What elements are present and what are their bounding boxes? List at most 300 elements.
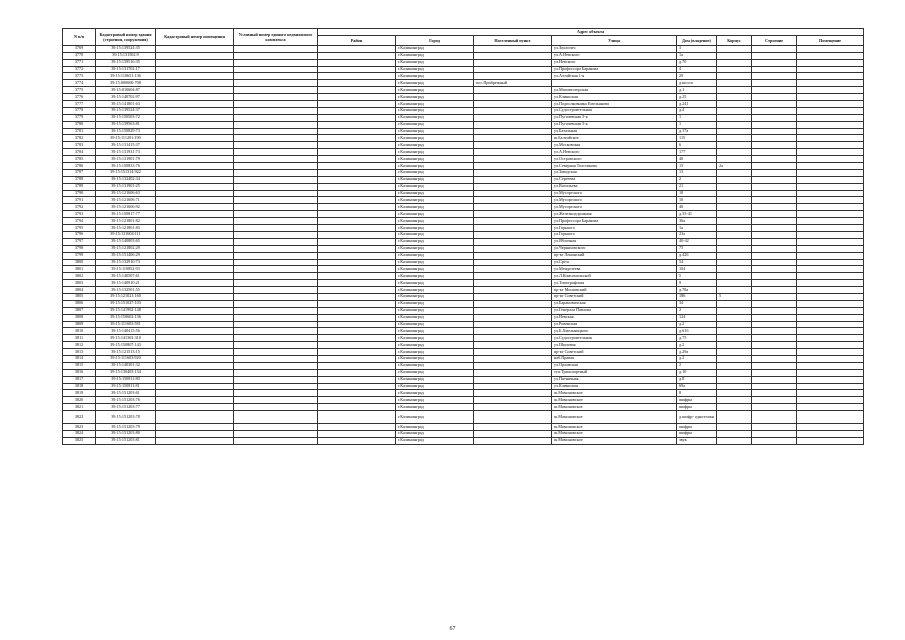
cell-room [797, 190, 864, 197]
cell-street: ул.Мусоргского [552, 190, 677, 197]
cell-street: ул.Невского [552, 59, 677, 66]
cell-building [752, 404, 797, 411]
cell-num: 3772 [63, 66, 96, 73]
cell-settlement [474, 169, 552, 176]
cell-cadastral-building: 39:15:150833:76 [96, 163, 156, 170]
cell-cadastral-building: 39:15:151203:80 [96, 430, 156, 437]
cell-settlement [474, 101, 552, 108]
cell-room [797, 87, 864, 94]
cell-cadastral-building: 39:15:141801:63 [96, 101, 156, 108]
cell-building [752, 293, 797, 300]
cell-cadastral-building: 39:15:151314:922 [96, 169, 156, 176]
cell-house: д.61б [677, 328, 717, 335]
cell-street: ул.Б.Хмельницкого [552, 328, 677, 335]
cell-settlement [474, 190, 552, 197]
cell-cadastral-room [156, 204, 234, 211]
cell-conditional-number [234, 390, 318, 397]
cell-korpus [717, 142, 752, 149]
cell-settlement [474, 163, 552, 170]
cell-settlement [474, 45, 552, 52]
cell-num: 3803 [63, 280, 96, 287]
cell-city: г.Калининград [396, 252, 474, 259]
cell-korpus [717, 225, 752, 232]
cell-building [752, 231, 797, 238]
cell-korpus [717, 273, 752, 280]
cell-room [797, 80, 864, 87]
cell-room [797, 266, 864, 273]
cell-street: ул.Судостроительная [552, 107, 677, 114]
cell-cadastral-building: 39:15:131502:9 [96, 52, 156, 59]
cell-district [318, 183, 396, 190]
cell-settlement [474, 314, 552, 321]
cell-street: ул.Орловская [552, 362, 677, 369]
table-row [63, 335, 864, 342]
cell-building [752, 45, 797, 52]
cell-room [797, 430, 864, 437]
table-row [63, 73, 864, 80]
cell-settlement [474, 149, 552, 156]
cell-room [797, 362, 864, 369]
cell-cadastral-building: 39:15:121606:63 [96, 190, 156, 197]
cell-city: г.Калининград [396, 293, 474, 300]
cell-cadastral-building: 39:15:150811:81 [96, 383, 156, 390]
cell-room [797, 411, 864, 424]
cell-street: ш.Мамоновское [552, 437, 677, 444]
header-conditional-number: Условный номер единого недвижимого комплекса [234, 29, 318, 46]
cell-num: 3824 [63, 430, 96, 437]
cell-city: г.Калининград [396, 128, 474, 135]
cell-building [752, 300, 797, 307]
cell-district [318, 225, 396, 232]
cell-district [318, 114, 396, 121]
cell-street: ул.Черняховского [552, 245, 677, 252]
cell-cadastral-building: 39:15:150829:73 [96, 128, 156, 135]
cell-room [797, 342, 864, 349]
cell-house: 54 [677, 259, 717, 266]
cell-cadastral-building: 39:15:140702:97 [96, 94, 156, 101]
cell-conditional-number [234, 197, 318, 204]
cell-room [797, 404, 864, 411]
cell-room [797, 121, 864, 128]
cell-room [797, 101, 864, 108]
cell-cadastral-room [156, 404, 234, 411]
cell-house: 40-42 [677, 238, 717, 245]
table-row [63, 252, 864, 259]
cell-room [797, 238, 864, 245]
cell-building [752, 107, 797, 114]
cell-building [752, 383, 797, 390]
cell-city: г.Калининград [396, 300, 474, 307]
cell-cadastral-room [156, 211, 234, 218]
cell-district [318, 259, 396, 266]
cell-city: г.Калининград [396, 362, 474, 369]
cell-korpus [717, 218, 752, 225]
cell-district [318, 252, 396, 259]
cell-house: д.шифр- одноэтажн [677, 411, 717, 424]
cell-settlement: пос.Прибрежный [474, 80, 552, 87]
cell-korpus [717, 335, 752, 342]
table-row [63, 362, 864, 369]
cell-street: ул.Мусоргского [552, 197, 677, 204]
table-row [63, 135, 864, 142]
cell-settlement [474, 437, 552, 444]
cell-settlement [474, 335, 552, 342]
cell-num: 3821 [63, 404, 96, 411]
cell-korpus [717, 369, 752, 376]
table-row [63, 45, 864, 52]
cell-room [797, 231, 864, 238]
cell-house: д.75 [677, 335, 717, 342]
header-address: Адрес объекта [318, 29, 864, 36]
cell-num: 3785 [63, 156, 96, 163]
cell-street: ул.Невская [552, 314, 677, 321]
cell-district [318, 218, 396, 225]
cell-city: г.Калининград [396, 176, 474, 183]
cell-city: г.Калининград [396, 349, 474, 356]
cell-korpus [717, 45, 752, 52]
cell-cadastral-room [156, 231, 234, 238]
cell-house: 3 [677, 45, 717, 52]
table-row [63, 142, 864, 149]
cell-street: ш.Мамоновское [552, 430, 677, 437]
table-row [63, 424, 864, 431]
cell-korpus [717, 349, 752, 356]
cell-korpus [717, 204, 752, 211]
cell-street: ул.Заводская [552, 169, 677, 176]
cell-street: ул.Сергеева [552, 176, 677, 183]
cell-street: ш.Мамоновское [552, 404, 677, 411]
cell-street: ул.Зоологич [552, 45, 677, 52]
cell-district [318, 376, 396, 383]
cell-district [318, 307, 396, 314]
cell-cadastral-building: 39:15:151027:103 [96, 300, 156, 307]
cell-settlement [474, 156, 552, 163]
header-district: Район [318, 35, 396, 45]
cell-district [318, 197, 396, 204]
cell-cadastral-room [156, 176, 234, 183]
cell-num: 3815 [63, 362, 96, 369]
cell-building [752, 259, 797, 266]
cell-city: г.Калининград [396, 59, 474, 66]
cell-street: ул.Пугачевская 5-я [552, 121, 677, 128]
table-row [63, 211, 864, 218]
header-street: Улица [552, 35, 677, 45]
cell-room [797, 369, 864, 376]
cell-num: 3799 [63, 252, 96, 259]
cell-cadastral-building: 39:15:139524:35 [96, 45, 156, 52]
cell-settlement [474, 204, 552, 211]
cell-building [752, 142, 797, 149]
table-row [63, 328, 864, 335]
cell-cadastral-room [156, 101, 234, 108]
table-row [63, 355, 864, 362]
cell-city: г.Калининград [396, 190, 474, 197]
table-row [63, 280, 864, 287]
cell-cadastral-building: 39:15:121802:29 [96, 245, 156, 252]
cell-building [752, 307, 797, 314]
cell-building [752, 163, 797, 170]
cell-settlement [474, 87, 552, 94]
cell-num: 3805 [63, 293, 96, 300]
cell-num: 3820 [63, 397, 96, 404]
cell-korpus [717, 73, 752, 80]
cell-house: д.25 [677, 94, 717, 101]
table-row [63, 369, 864, 376]
cell-room [797, 59, 864, 66]
cell-city: г.Калининград [396, 80, 474, 87]
cell-building [752, 211, 797, 218]
cell-district [318, 80, 396, 87]
cell-conditional-number [234, 328, 318, 335]
cell-cadastral-building: 39:15:131931:73 [96, 149, 156, 156]
cell-building [752, 390, 797, 397]
cell-num: 3822 [63, 411, 96, 424]
cell-conditional-number [234, 252, 318, 259]
cell-conditional-number [234, 342, 318, 349]
cell-street: ул.Сріта [552, 259, 677, 266]
cell-korpus [717, 190, 752, 197]
cell-korpus [717, 52, 752, 59]
cell-cadastral-building: 39:15:010604:87 [96, 87, 156, 94]
cell-cadastral-room [156, 156, 234, 163]
cell-street: ул.Яблочная [552, 238, 677, 245]
cell-cadastral-room [156, 183, 234, 190]
cell-street: пр-кт Советский [552, 293, 677, 300]
cell-cadastral-building: 39:15:139524:37 [96, 107, 156, 114]
cell-cadastral-room [156, 328, 234, 335]
cell-street: ул.Ровенская [552, 321, 677, 328]
cell-korpus [717, 411, 752, 424]
cell-conditional-number [234, 176, 318, 183]
cell-city: г.Калининград [396, 231, 474, 238]
cell-korpus: 2а [717, 163, 752, 170]
cell-street: ул.Островского [552, 156, 677, 163]
cell-room [797, 156, 864, 163]
table-row [63, 87, 864, 94]
cell-settlement [474, 266, 552, 273]
cell-num: 3819 [63, 390, 96, 397]
cell-room [797, 349, 864, 356]
cell-city: г.Калининград [396, 280, 474, 287]
header-building: Строение [752, 35, 797, 45]
cell-cadastral-room [156, 169, 234, 176]
cell-district [318, 149, 396, 156]
cell-korpus [717, 362, 752, 369]
cell-house: 2 [677, 307, 717, 314]
cell-city: г.Калининград [396, 430, 474, 437]
cell-street: ул.Батальная [552, 128, 677, 135]
cell-district [318, 280, 396, 287]
table-row [63, 59, 864, 66]
cell-room [797, 107, 864, 114]
cell-korpus [717, 94, 752, 101]
cell-korpus [717, 300, 752, 307]
cell-city: г.Калининград [396, 169, 474, 176]
cell-street: ул.Магнитогорская [552, 87, 677, 94]
cell-cadastral-building: 39:15:150503:72 [96, 114, 156, 121]
cell-house: 186 [677, 293, 717, 300]
cell-korpus [717, 114, 752, 121]
cell-conditional-number [234, 87, 318, 94]
cell-cadastral-room [156, 280, 234, 287]
cell-conditional-number [234, 52, 318, 59]
cell-settlement [474, 211, 552, 218]
cell-settlement [474, 307, 552, 314]
cell-building [752, 424, 797, 431]
cell-korpus [717, 59, 752, 66]
cell-district [318, 231, 396, 238]
cell-room [797, 314, 864, 321]
cell-city: г.Калининград [396, 328, 474, 335]
cell-num: 3800 [63, 259, 96, 266]
cell-cadastral-room [156, 114, 234, 121]
table-row [63, 321, 864, 328]
cell-korpus [717, 107, 752, 114]
cell-district [318, 101, 396, 108]
cell-conditional-number [234, 307, 318, 314]
cell-conditional-number [234, 314, 318, 321]
table-row [63, 183, 864, 190]
cell-street: пр-кт Ленинский [552, 252, 677, 259]
cell-settlement [474, 280, 552, 287]
cell-settlement [474, 114, 552, 121]
cell-settlement [474, 238, 552, 245]
table-row [63, 128, 864, 135]
header-city: Город [396, 35, 474, 45]
cell-street: ул.Судостроительная [552, 335, 677, 342]
cell-street: ул.Профессора Баранова [552, 66, 677, 73]
cell-room [797, 293, 864, 300]
cell-conditional-number [234, 369, 318, 376]
cell-cadastral-room [156, 307, 234, 314]
cell-house: д.33-41 [677, 211, 717, 218]
cell-district [318, 66, 396, 73]
cell-room [797, 437, 864, 444]
cell-house: 1а [677, 52, 717, 59]
cell-house: шифры [677, 404, 717, 411]
cell-korpus [717, 149, 752, 156]
cell-building [752, 73, 797, 80]
cell-num: 3806 [63, 300, 96, 307]
cell-num: 3777 [63, 101, 96, 108]
header-settlement: Населенный пункт [474, 35, 552, 45]
cell-street: ш.Мамоновское [552, 411, 677, 424]
cell-korpus [717, 176, 752, 183]
table-row [63, 411, 864, 424]
cell-settlement [474, 107, 552, 114]
cell-room [797, 114, 864, 121]
cell-cadastral-room [156, 335, 234, 342]
cell-cadastral-room [156, 342, 234, 349]
cell-settlement [474, 300, 552, 307]
cell-house: 104 [677, 266, 717, 273]
cell-korpus [717, 280, 752, 287]
cell-cadastral-building: 39:15:131901:79 [96, 156, 156, 163]
cell-num: 3812 [63, 342, 96, 349]
cell-district [318, 142, 396, 149]
cell-room [797, 66, 864, 73]
cell-city: г.Калининград [396, 121, 474, 128]
cell-district [318, 73, 396, 80]
page-number: 67 [449, 626, 456, 632]
cell-conditional-number [234, 411, 318, 424]
cell-cadastral-room [156, 225, 234, 232]
cell-conditional-number [234, 204, 318, 211]
cell-cadastral-room [156, 94, 234, 101]
cell-num: 3814 [63, 355, 96, 362]
cell-conditional-number [234, 245, 318, 252]
cell-cadastral-room [156, 135, 234, 142]
cell-num: 3823 [63, 424, 96, 431]
cell-street: пр-кт Советский [552, 349, 677, 356]
table-row [63, 273, 864, 280]
cell-room [797, 176, 864, 183]
table-row [63, 156, 864, 163]
cell-city: г.Калининград [396, 287, 474, 294]
cell-room [797, 142, 864, 149]
cell-city: г.Калининград [396, 73, 474, 80]
table-row [63, 66, 864, 73]
cell-room [797, 73, 864, 80]
cell-district [318, 169, 396, 176]
cell-district [318, 163, 396, 170]
cell-city: г.Калининград [396, 314, 474, 321]
cell-building [752, 114, 797, 121]
cell-building [752, 437, 797, 444]
cell-house: д.17а [677, 128, 717, 135]
cell-num: 3791 [63, 197, 96, 204]
cell-room [797, 52, 864, 59]
cell-korpus [717, 252, 752, 259]
cell-conditional-number [234, 430, 318, 437]
cell-building [752, 328, 797, 335]
cell-cadastral-room [156, 52, 234, 59]
cell-city: г.Калининград [396, 404, 474, 411]
cell-house: д.4 [677, 107, 717, 114]
cell-cadastral-room [156, 121, 234, 128]
table-row [63, 80, 864, 87]
cell-street: ул.Пугачевская 5-я [552, 114, 677, 121]
cell-cadastral-room [156, 300, 234, 307]
cell-korpus [717, 121, 752, 128]
cell-cadastral-building: 39:15:151203:78 [96, 411, 156, 424]
cell-korpus [717, 211, 752, 218]
cell-street: ул.Клиньская [552, 94, 677, 101]
cell-room [797, 183, 864, 190]
cell-city: г.Калининград [396, 94, 474, 101]
cell-street: ул.Московская [552, 142, 677, 149]
cell-cadastral-room [156, 107, 234, 114]
cell-cadastral-room [156, 66, 234, 73]
cell-conditional-number [234, 335, 318, 342]
cell-district [318, 355, 396, 362]
cell-korpus [717, 430, 752, 437]
cell-cadastral-room [156, 142, 234, 149]
cell-cadastral-room [156, 411, 234, 424]
table-row [63, 300, 864, 307]
cell-city: г.Калининград [396, 163, 474, 170]
cell-cadastral-building: 39:15:110651:136 [96, 73, 156, 80]
cell-street: наб.Правая [552, 355, 677, 362]
cell-room [797, 280, 864, 287]
cell-city: г.Калининград [396, 397, 474, 404]
cell-house: д.70 [677, 59, 717, 66]
cell-room [797, 397, 864, 404]
cell-house: 23а [677, 231, 717, 238]
cell-district [318, 349, 396, 356]
cell-room [797, 300, 864, 307]
cell-cadastral-room [156, 128, 234, 135]
